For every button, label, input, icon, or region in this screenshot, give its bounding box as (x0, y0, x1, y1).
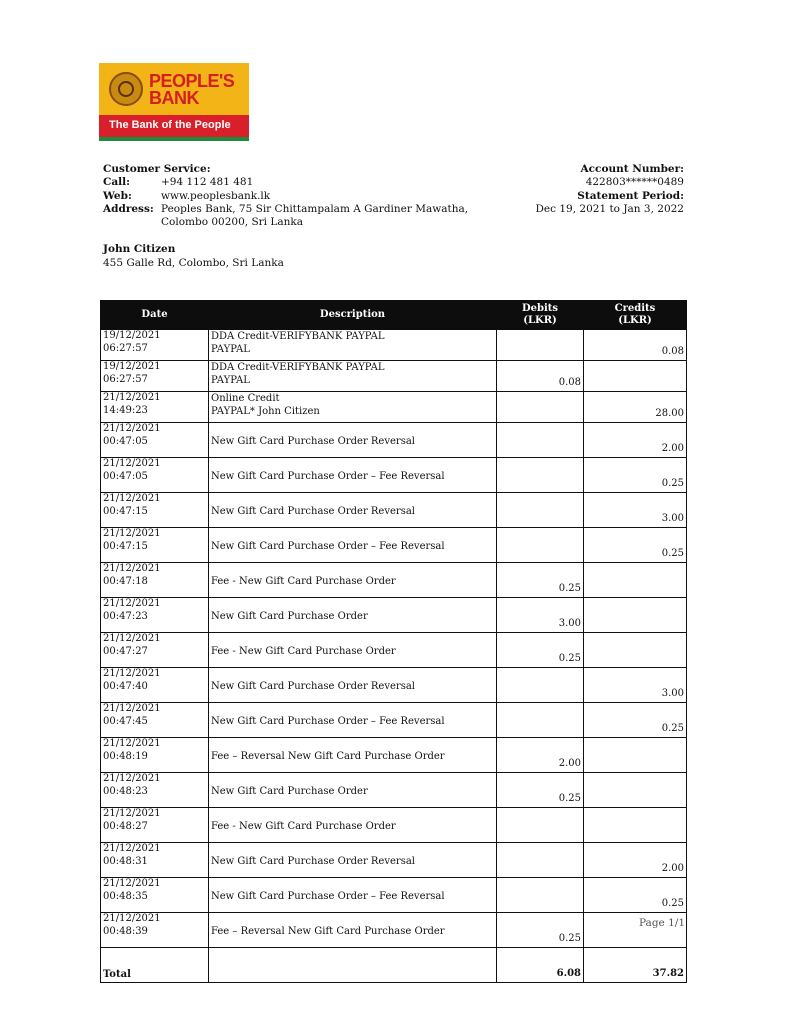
table-header-row (101, 301, 687, 330)
row-date: 21/12/2021 (103, 458, 161, 469)
row-description: New Gift Card Purchase Order – Fee Reversal (211, 541, 445, 553)
row-description-line2: PAYPAL (211, 343, 250, 355)
total-description-cell (209, 948, 497, 983)
logo-tagline: The Bank of the People (109, 119, 231, 131)
row-description: Fee – Reversal New Gift Card Purchase Order (211, 926, 445, 938)
call-label: Call: (103, 176, 131, 189)
row-date: 21/12/2021 (103, 423, 161, 434)
row-description: Fee - New Gift Card Purchase Order (211, 821, 396, 833)
row-credit (584, 361, 687, 392)
row-date-cell (101, 563, 209, 598)
address-label: Address: (103, 202, 154, 215)
row-debit (497, 493, 584, 528)
row-credit: 0.25 (584, 458, 687, 493)
row-description-cell (209, 458, 497, 493)
customer-block (103, 243, 284, 270)
row-date: 21/12/2021 (103, 633, 161, 644)
table-row (101, 633, 687, 668)
row-description-cell (209, 563, 497, 598)
row-debit (497, 843, 584, 878)
row-description-cell (209, 423, 497, 458)
row-credit: 0.25 (584, 528, 687, 563)
row-credit: 0.25 (584, 878, 687, 913)
table-row (101, 773, 687, 808)
bank-emblem-icon (109, 72, 143, 106)
row-date: 21/12/2021 (103, 528, 161, 539)
row-date: 21/12/2021 (103, 913, 161, 924)
address-value (161, 203, 468, 230)
row-date-cell (101, 458, 209, 493)
table-row (101, 668, 687, 703)
row-description-cell (209, 773, 497, 808)
web-value: www.peoplesbank.lk (161, 189, 271, 202)
row-debit: 0.08 (497, 361, 584, 392)
row-date-cell (101, 330, 209, 361)
header-date: Date (101, 301, 209, 330)
row-debit: 0.25 (497, 773, 584, 808)
row-credit (584, 808, 687, 843)
table-row (101, 843, 687, 878)
row-debit: 2.00 (497, 738, 584, 773)
row-debit (497, 330, 584, 361)
row-time: 00:47:23 (103, 610, 148, 622)
table-row (101, 703, 687, 738)
row-description: New Gift Card Purchase Order Reversal (211, 506, 415, 518)
row-date-cell (101, 878, 209, 913)
row-date: 21/12/2021 (103, 738, 161, 749)
row-time: 00:47:05 (103, 435, 148, 447)
web-label: Web: (103, 189, 132, 202)
row-description: New Gift Card Purchase Order – Fee Reversal (211, 471, 445, 483)
row-date: 21/12/2021 (103, 773, 161, 784)
row-date: 21/12/2021 (103, 703, 161, 714)
row-time: 00:48:19 (103, 750, 148, 762)
address-row (103, 203, 468, 230)
row-debit (497, 668, 584, 703)
table-row (101, 913, 687, 948)
row-time: 14:49:23 (103, 404, 148, 416)
row-description-cell (209, 598, 497, 633)
row-description: New Gift Card Purchase Order (211, 786, 368, 798)
row-debit (497, 808, 584, 843)
row-time: 00:47:40 (103, 680, 148, 692)
row-description-line2: PAYPAL (211, 374, 250, 386)
table-row (101, 563, 687, 598)
row-date: 21/12/2021 (103, 808, 161, 819)
row-debit (497, 703, 584, 738)
table-row (101, 392, 687, 423)
row-date: 21/12/2021 (103, 563, 161, 574)
header-description: Description (209, 301, 497, 330)
row-credit (584, 773, 687, 808)
row-time: 06:27:57 (103, 373, 148, 385)
row-description-cell (209, 703, 497, 738)
row-description: Fee – Reversal New Gift Card Purchase Order (211, 751, 445, 763)
row-description: Fee - New Gift Card Purchase Order (211, 576, 396, 588)
table-row (101, 458, 687, 493)
row-description: New Gift Card Purchase Order Reversal (211, 856, 415, 868)
row-date-cell (101, 633, 209, 668)
row-debit: 3.00 (497, 598, 584, 633)
logo-background (99, 63, 249, 115)
row-date-cell (101, 773, 209, 808)
row-time: 06:27:57 (103, 342, 148, 354)
row-credit (584, 738, 687, 773)
row-description: DDA Credit-VERIFYBANK PAYPAL (211, 331, 385, 342)
row-description: New Gift Card Purchase Order – Fee Reversal (211, 716, 445, 728)
row-credit: 0.08 (584, 330, 687, 361)
row-description-cell (209, 843, 497, 878)
total-label: Total (101, 948, 209, 983)
row-credit: 3.00 (584, 493, 687, 528)
row-description-cell (209, 392, 497, 423)
row-time: 00:47:15 (103, 540, 148, 552)
customer-service-heading: Customer Service: (103, 163, 211, 175)
row-description-cell (209, 668, 497, 703)
call-row (103, 176, 468, 189)
logo-bank-name: PEOPLE'S BANK (149, 71, 235, 108)
row-time: 00:48:35 (103, 890, 148, 902)
row-date-cell (101, 668, 209, 703)
row-date-cell (101, 528, 209, 563)
row-debit (497, 528, 584, 563)
row-date: 21/12/2021 (103, 392, 161, 403)
row-time: 00:47:45 (103, 715, 148, 727)
table-row (101, 423, 687, 458)
row-date: 19/12/2021 (103, 361, 161, 372)
row-description: Online Credit (211, 393, 280, 404)
statement-period-value: Dec 19, 2021 to Jan 3, 2022 (535, 202, 684, 215)
logo-stripe (99, 137, 249, 141)
table-row (101, 361, 687, 392)
row-description-line2: PAYPAL* John Citizen (211, 405, 320, 417)
call-value: +94 112 481 481 (161, 176, 254, 189)
statement-table (100, 300, 687, 983)
row-description-cell (209, 330, 497, 361)
row-description-cell (209, 738, 497, 773)
row-date-cell (101, 703, 209, 738)
row-date: 21/12/2021 (103, 493, 161, 504)
row-description: DDA Credit-VERIFYBANK PAYPAL (211, 362, 385, 373)
row-time: 00:47:15 (103, 505, 148, 517)
header-credits: Credits (LKR) (584, 301, 687, 330)
row-time: 00:48:39 (103, 925, 148, 937)
row-date-cell (101, 361, 209, 392)
logo-tagline-bar (99, 115, 249, 137)
statement-period-label: Statement Period: (577, 189, 684, 202)
row-date: 21/12/2021 (103, 878, 161, 889)
total-row (101, 948, 687, 983)
page-number: Page 1/1 (638, 917, 685, 929)
table-row (101, 528, 687, 563)
account-number-value: 422803******0489 (585, 176, 684, 189)
row-date-cell (101, 738, 209, 773)
row-credit: 3.00 (584, 668, 687, 703)
row-date-cell (101, 423, 209, 458)
row-description-cell (209, 633, 497, 668)
row-credit (584, 598, 687, 633)
row-debit (497, 878, 584, 913)
row-date: 21/12/2021 (103, 668, 161, 679)
row-description: New Gift Card Purchase Order (211, 611, 368, 623)
table-row (101, 878, 687, 913)
table-row (101, 493, 687, 528)
row-description-cell (209, 493, 497, 528)
customer-name: John Citizen (103, 243, 176, 255)
row-credit (584, 633, 687, 668)
row-description-cell (209, 913, 497, 948)
row-time: 00:47:05 (103, 470, 148, 482)
row-debit: 0.25 (497, 633, 584, 668)
table-row (101, 808, 687, 843)
row-credit: 2.00 (584, 843, 687, 878)
customer-address: 455 Galle Rd, Colombo, Sri Lanka (103, 256, 284, 269)
row-date: 19/12/2021 (103, 330, 161, 341)
row-description-cell (209, 528, 497, 563)
row-description: New Gift Card Purchase Order – Fee Reversal (211, 891, 445, 903)
row-date-cell (101, 493, 209, 528)
address-line-2: Colombo 00200, Sri Lanka (161, 216, 303, 229)
address-line-1: Peoples Bank, 75 Sir Chittampalam A Gardiner Mawatha, (161, 202, 469, 215)
row-date-cell (101, 392, 209, 423)
row-debit: 0.25 (497, 913, 584, 948)
table-row (101, 598, 687, 633)
row-time: 00:47:18 (103, 575, 148, 587)
row-date: 21/12/2021 (103, 843, 161, 854)
web-row (103, 190, 468, 203)
row-description-cell (209, 878, 497, 913)
row-description-cell (209, 361, 497, 392)
header-debits: Debits (LKR) (497, 301, 584, 330)
row-credit: 28.00 (584, 392, 687, 423)
row-credit: 0.25 (584, 703, 687, 738)
row-debit (497, 458, 584, 493)
account-block (536, 163, 684, 216)
row-date-cell (101, 808, 209, 843)
row-time: 00:48:31 (103, 855, 148, 867)
row-debit (497, 423, 584, 458)
row-time: 00:48:27 (103, 820, 148, 832)
customer-service-block (103, 163, 468, 229)
table-row (101, 330, 687, 361)
row-description-cell (209, 808, 497, 843)
row-credit (584, 563, 687, 598)
peoples-bank-logo (99, 63, 249, 141)
account-number-label: Account Number: (580, 163, 684, 175)
row-date-cell (101, 598, 209, 633)
row-time: 00:47:27 (103, 645, 148, 657)
total-debit: 6.08 (497, 948, 584, 983)
row-description: New Gift Card Purchase Order Reversal (211, 681, 415, 693)
row-date-cell (101, 913, 209, 948)
row-time: 00:48:23 (103, 785, 148, 797)
table-row (101, 738, 687, 773)
row-date: 21/12/2021 (103, 598, 161, 609)
row-description: New Gift Card Purchase Order Reversal (211, 436, 415, 448)
row-debit: 0.25 (497, 563, 584, 598)
total-credit: 37.82 (584, 948, 687, 983)
row-debit (497, 392, 584, 423)
row-date-cell (101, 843, 209, 878)
row-description: Fee - New Gift Card Purchase Order (211, 646, 396, 658)
row-credit: 2.00 (584, 423, 687, 458)
